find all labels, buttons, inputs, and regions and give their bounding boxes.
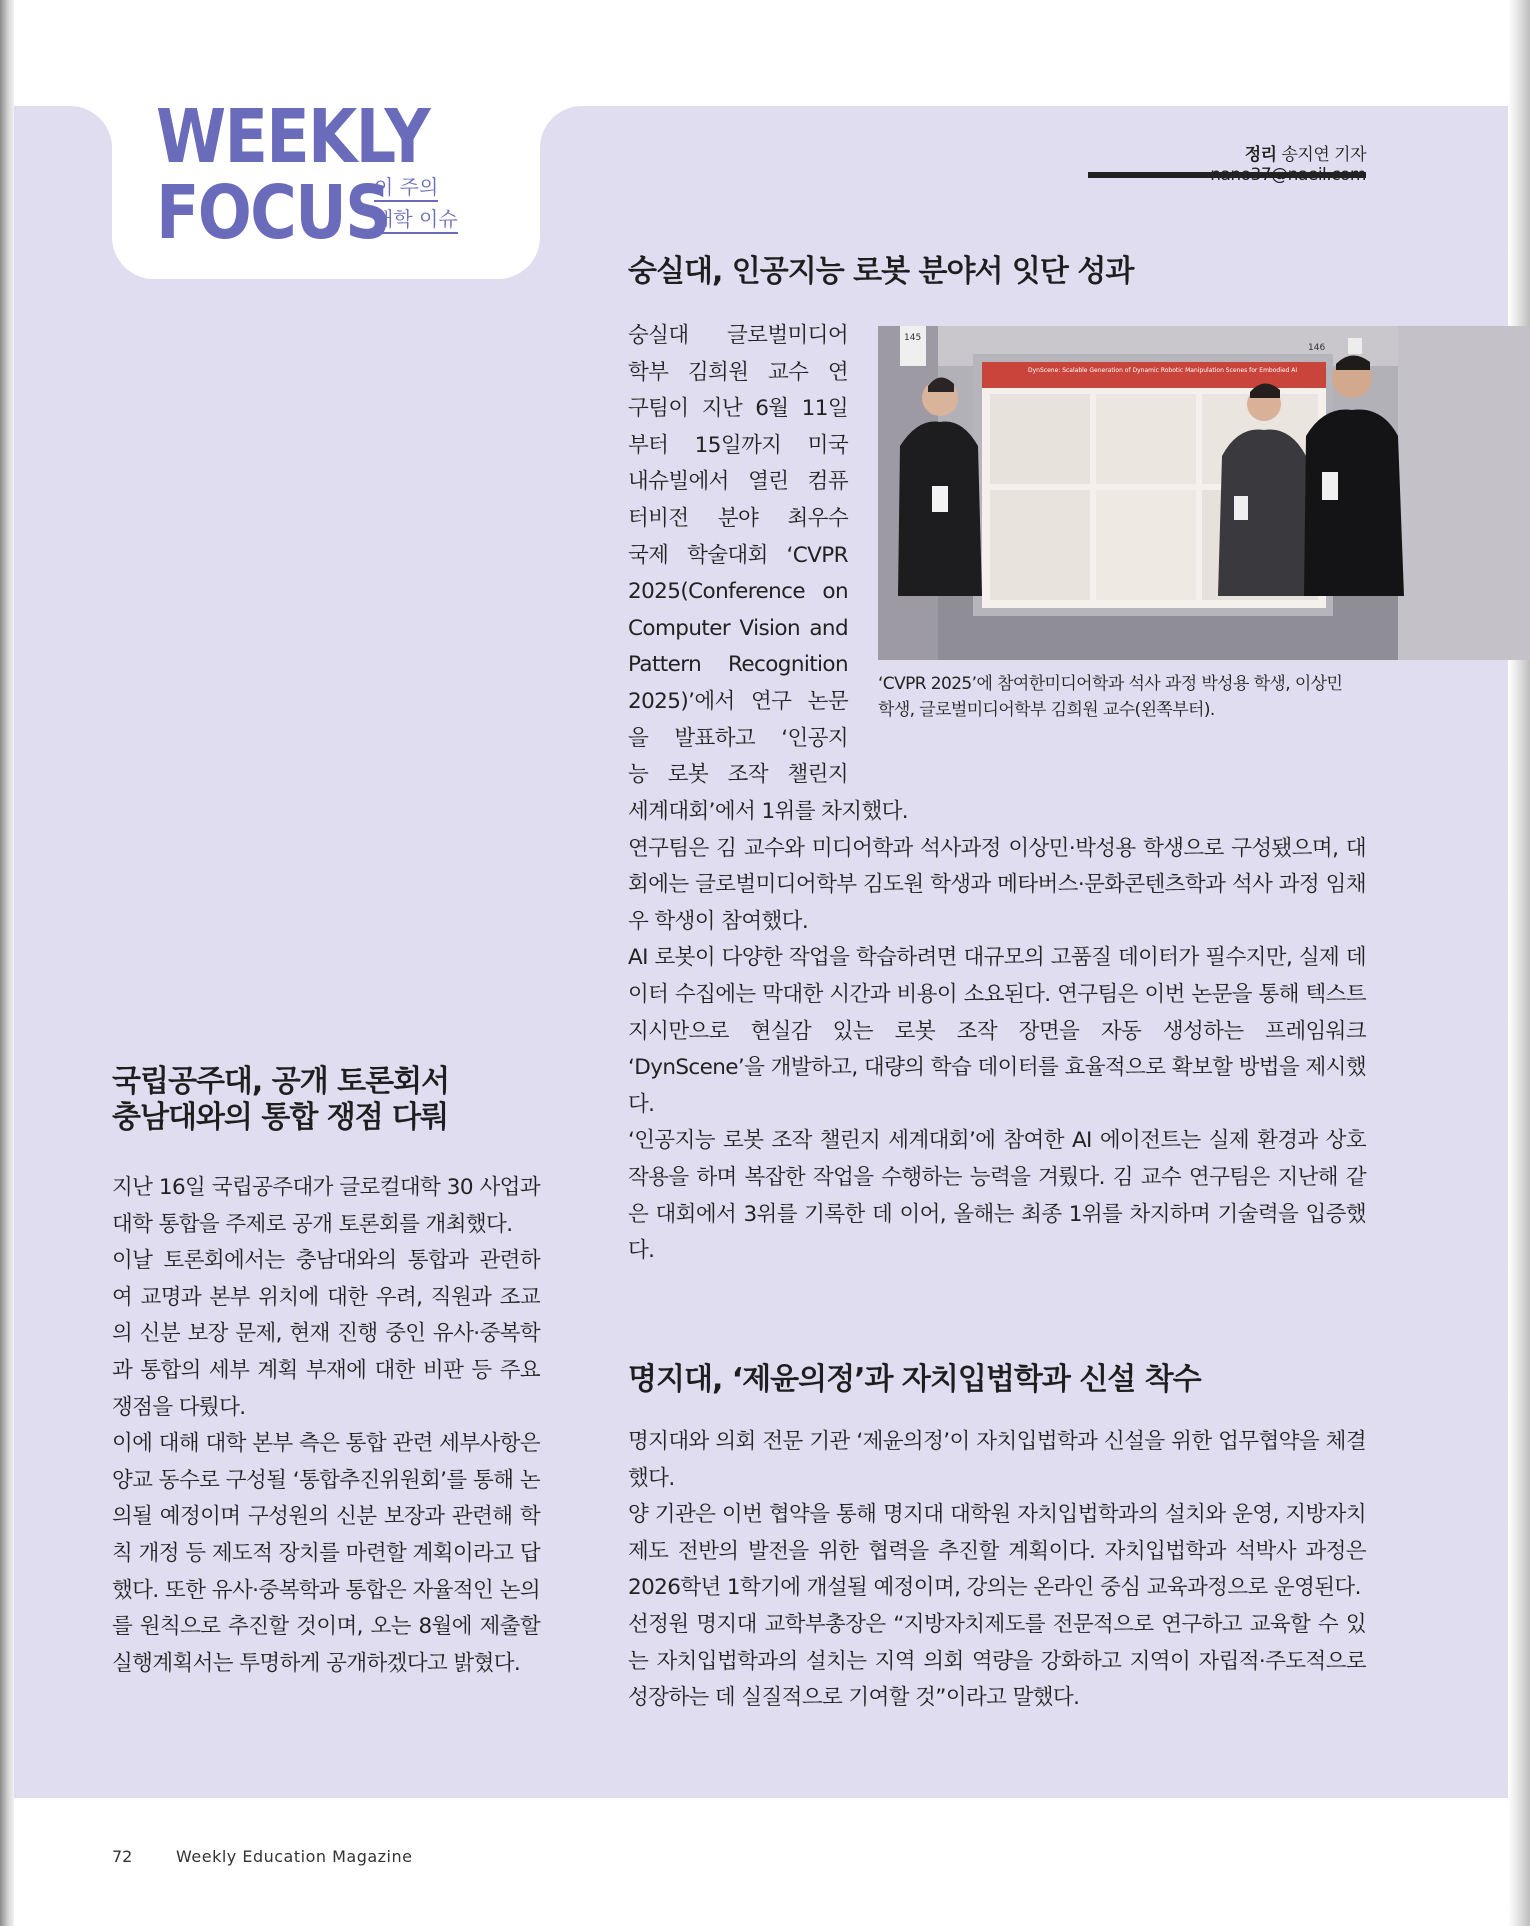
paragraph: 명지대와 의회 전문 기관 ‘제윤의정’이 자치입법학과 신설을 위한 업무협약을 체결했다. — [628, 1429, 1366, 1491]
logo-focus: FOCUS — [156, 170, 390, 256]
wrap-line: 터비전 분야 최우수 — [628, 505, 848, 531]
article2-body — [112, 1170, 540, 1682]
conference-photo — [878, 326, 1530, 660]
wrap-line: Computer Vision and — [628, 615, 848, 641]
wrap-line: 2025)’에서 연구 논문 — [628, 688, 848, 714]
paragraph: 세계대회’에서 1위를 차지했다. — [628, 799, 909, 824]
article1-title: 숭실대, 인공지능 로봇 분야서 잇단 성과 — [628, 254, 1134, 289]
page-number: 72 — [112, 1847, 133, 1866]
editor-credit — [1088, 140, 1366, 185]
logo-subtitle-1: 이 주의 — [374, 176, 438, 202]
poster-title: DynScene: Scalable Generation of Dynamic Robotic Manipulation Scenes for Embodied AI — [1028, 367, 1298, 374]
logo-subtitle-2: 대학 이슈 — [374, 208, 458, 234]
article3-body — [628, 1424, 1366, 1717]
article2-title-line1: 국립공주대, 공개 토론회서 — [112, 1064, 450, 1099]
paragraph: 선정원 명지대 교학부총장은 “지방자치제도를 전문적으로 연구하고 교육할 수 있는 자치입법학과의 설치는 지역 의회 역량을 강화하고 지역이 자립적·주도적으로 성장하는 데 실질적으로 기여할 것”이라고 말했다. — [628, 1611, 1366, 1711]
magazine-name: Weekly Education Magazine — [176, 1847, 413, 1866]
credit-text: 송지연 기자 — [1281, 145, 1366, 165]
logo-corner-right — [540, 106, 582, 148]
article1-photo-caption: ‘CVPR 2025’에 참여한미디어학과 석사 과정 박성용 학생, 이상민 학생, 글로벌미디어학부 김희원 교수(왼쪽부터). — [878, 674, 1343, 720]
wrap-line: 숭실대 글로벌미디어 — [628, 323, 848, 348]
wrap-line: 내슈빌에서 열린 컴퓨 — [628, 469, 848, 495]
logo-corner-left — [70, 106, 112, 148]
poster-number-right: 146 — [1308, 343, 1326, 353]
top-margin — [14, 0, 1508, 106]
paragraph: 지난 16일 국립공주대가 글로컬대학 30 사업과 대학 통합을 주제로 공개 토론회를 개최했다. — [112, 1175, 540, 1237]
article2-title-line2: 충남대와의 통합 쟁점 다뤄 — [112, 1100, 449, 1135]
article1-photo — [878, 326, 1530, 660]
wrap-line: 능 로봇 조작 챌린지 — [628, 762, 848, 788]
wrap-line: Pattern Recognition — [628, 652, 848, 678]
wrap-line: 학부 김희원 교수 연 — [628, 359, 848, 385]
poster-number-left: 145 — [904, 333, 922, 343]
article1-body — [628, 794, 1366, 1270]
wrap-line: 을 발표하고 ‘인공지 — [628, 725, 848, 751]
wrap-line: 구팀이 지난 6월 11일 — [628, 396, 848, 422]
paragraph: 양 기관은 이번 협약을 통해 명지대 대학원 자치입법학과의 설치와 운영, 지방자치제도 전반의 발전을 위한 협력을 추진할 계획이다. 자치입법학과 석박사 과정은 2026학년 1학기에 개설될 예정이며, 강의는 온라인 중심 교육과정으로 운영된다. — [628, 1502, 1366, 1601]
wrap-line: 국제 학술대회 ‘CVPR — [628, 542, 848, 568]
paragraph: ‘인공지능 로봇 조작 챌린지 세계대회’에 참여한 AI 에이전트는 실제 환경과 상호작용을 하며 복잡한 작업을 수행하는 능력을 겨뤘다. 김 교수 연구팀은 지난해 같은 대회에서 3위를 기록한 데 이어, 올해는 최종 1위를 차지하며 기술력을 입증했다. — [628, 1128, 1366, 1264]
logo-weekly: WEEKLY — [156, 94, 429, 180]
wrap-line: 2025(Conference on — [628, 579, 848, 605]
credit-label: 정리 — [1244, 145, 1277, 165]
paragraph: 연구팀은 김 교수와 미디어학과 석사과정 이상민·박성용 학생으로 구성됐으며, 대회에는 글로벌미디어학부 김도원 학생과 메타버스·문화콘텐츠학과 석사 과정 임채우 학생이 참여했다. — [628, 835, 1366, 934]
page-right-edge — [1508, 0, 1530, 1926]
paragraph: 이날 토론회에서는 충남대와의 통합과 관련하여 교명과 본부 위치에 대한 우려, 직원과 조교의 신분 보장 문제, 현재 진행 중인 유사·중복학과 통합의 세부 계획 부재에 대한 비판 등 주요 쟁점을 다뤘다. — [112, 1248, 540, 1420]
article3-title: 명지대, ‘제윤의정’과 자치입법학과 신설 착수 — [628, 1362, 1201, 1397]
article1-wrap-text — [628, 318, 848, 794]
wrap-line: 부터 15일까지 미국 — [628, 432, 848, 458]
paragraph: AI 로봇이 다양한 작업을 학습하려면 대규모의 고품질 데이터가 필수지만, 실제 데이터 수집에는 막대한 시간과 비용이 소요된다. 연구팀은 이번 논문을 통해 텍스트 지시만으로 현실감 있는 로봇 조작 장면을 자동 생성하는 프레임워크 ‘DynScene’을 개발하고, 대량의 학습 데이터를 효율적으로 확보할 방법을 제시했다. — [628, 945, 1366, 1117]
page-binding-edge — [0, 0, 14, 1926]
article2-title — [112, 1064, 449, 1136]
credit-rule — [1088, 172, 1366, 178]
paragraph: 이에 대해 대학 본부 측은 통합 관련 세부사항은 양교 동수로 구성될 ‘통합추진위원회’를 통해 논의될 예정이며 구성원의 신분 보장과 관련해 학칙 개정 등 제도적 장치를 마련할 계획이라고 답했다. 또한 유사·중복학과 통합은 자율적인 논의를 원칙으로 추진할 것이며, 오는 8월에 제출할 실행계획서는 투명하게 공개하겠다고 밝혔다. — [112, 1431, 540, 1676]
